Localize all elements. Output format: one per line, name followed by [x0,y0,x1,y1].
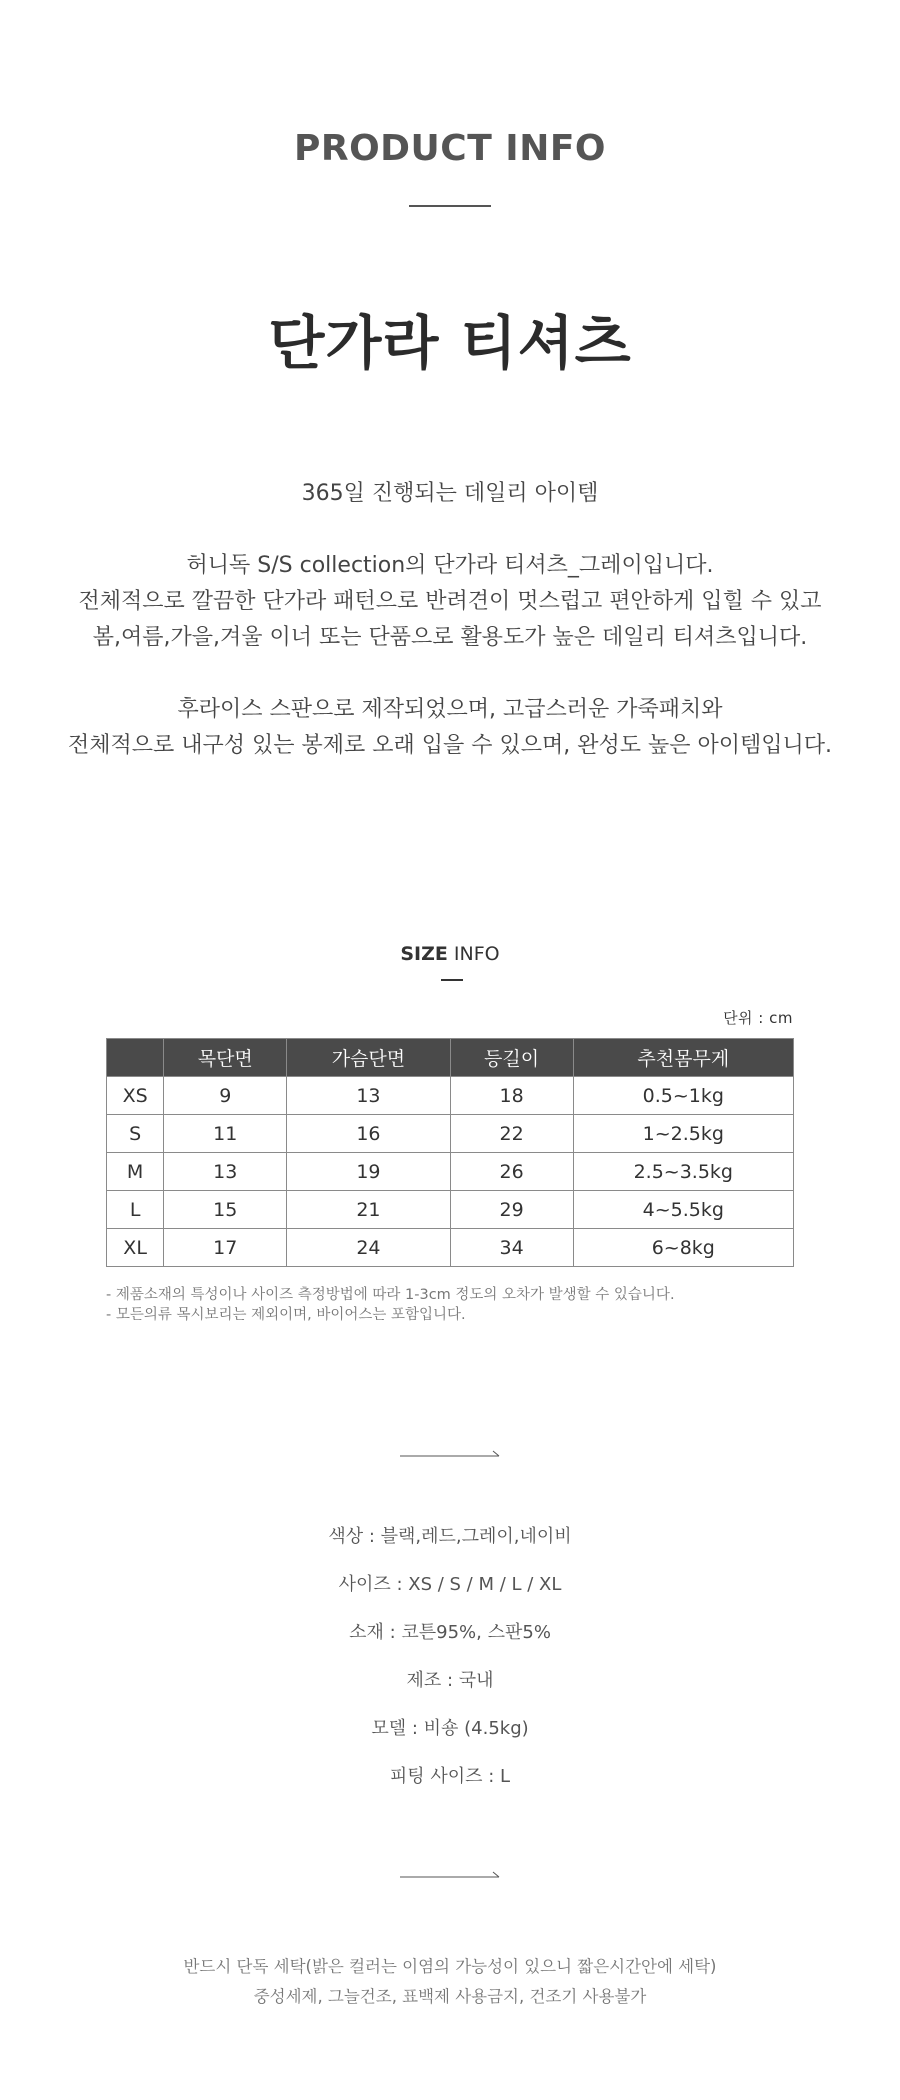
arrow-right-icon [400,1869,500,1879]
table-header-cell [107,1039,164,1077]
table-cell: XS [107,1077,164,1115]
description-line: 전체적으로 내구성 있는 봉제로 오래 입을 수 있으며, 완성도 높은 아이템입니다. [68,733,832,758]
table-cell: 34 [450,1229,573,1267]
care-instruction: 반드시 단독 세탁(밝은 컬러는 이염의 가능성이 있으니 짧은시간안에 세탁) [183,1957,717,1976]
table-cell: 11 [164,1115,287,1153]
description-line: 365일 진행되는 데일리 아이템 [301,481,599,506]
table-cell: 1~2.5kg [573,1115,793,1153]
table-cell: 26 [450,1153,573,1191]
table-cell: 13 [164,1153,287,1191]
table-header-cell: 목단면 [164,1039,287,1077]
table-row [107,1229,794,1267]
table-cell: M [107,1153,164,1191]
table-cell: L [107,1191,164,1229]
table-cell: 24 [287,1229,450,1267]
spec-size: 사이즈 : XS / S / M / L / XL [338,1574,562,1595]
table-cell: 15 [164,1191,287,1229]
spec-model: 모델 : 비숑 (4.5kg) [371,1718,529,1739]
size-info-title-bold: SIZE [400,943,448,965]
product-description [0,476,900,764]
table-cell: XL [107,1229,164,1267]
table-header-cell: 추천몸무게 [573,1039,793,1077]
product-name: 단가라 티셔츠 [268,309,632,377]
unit-label: 단위 : cm [723,1009,793,1027]
table-cell: 19 [287,1153,450,1191]
table-cell: 2.5~3.5kg [573,1153,793,1191]
table-cell: 21 [287,1191,450,1229]
size-notes [106,1285,675,1325]
table-cell: 0.5~1kg [573,1077,793,1115]
title-divider [409,205,491,207]
description-line: 전체적으로 깔끔한 단가라 패턴으로 반려견이 멋스럽고 편안하게 입힐 수 있고 [78,589,822,614]
description-line: 후라이스 스판으로 제작되었으며, 고급스러운 가죽패치와 [177,697,723,722]
table-cell: 16 [287,1115,450,1153]
table-cell: 4~5.5kg [573,1191,793,1229]
table-cell: 29 [450,1191,573,1229]
size-info-title-rest: INFO [453,943,500,965]
table-row [107,1115,794,1153]
size-table [106,1038,794,1267]
size-info-title [0,943,900,965]
table-header-cell: 등길이 [450,1039,573,1077]
table-cell: 6~8kg [573,1229,793,1267]
table-cell: 22 [450,1115,573,1153]
table-row [107,1191,794,1229]
table-cell: S [107,1115,164,1153]
section-title-product-info: PRODUCT INFO [293,128,607,169]
size-title-divider [441,979,463,981]
arrow-right-icon [400,1448,500,1458]
table-cell: 17 [164,1229,287,1267]
table-row [107,1153,794,1191]
spec-material: 소재 : 코튼95%, 스판5% [349,1622,551,1643]
description-line: 봄,여름,가을,겨울 이너 또는 단품으로 활용도가 높은 데일리 티셔츠입니다. [92,625,808,650]
spec-manufacture: 제조 : 국내 [406,1670,494,1691]
care-instruction: 중성세제, 그늘건조, 표백제 사용금지, 건조기 사용불가 [253,1987,647,2006]
table-cell: 13 [287,1077,450,1115]
description-line: 허니독 S/S collection의 단가라 티셔츠_그레이입니다. [186,553,714,578]
table-header-row [107,1039,794,1077]
size-note: - 제품소재의 특성이나 사이즈 측정방법에 따라 1-3cm 정도의 오차가 발생할 수 있습니다. [106,1287,675,1303]
table-row [107,1077,794,1115]
spec-color: 색상 : 블랙,레드,그레이,네이비 [328,1526,572,1547]
spec-fitting-size: 피팅 사이즈 : L [389,1766,511,1787]
table-cell: 18 [450,1077,573,1115]
size-note: - 모든의류 목시보리는 제외이며, 바이어스는 포함입니다. [106,1307,466,1323]
table-header-cell: 가슴단면 [287,1039,450,1077]
table-cell: 9 [164,1077,287,1115]
